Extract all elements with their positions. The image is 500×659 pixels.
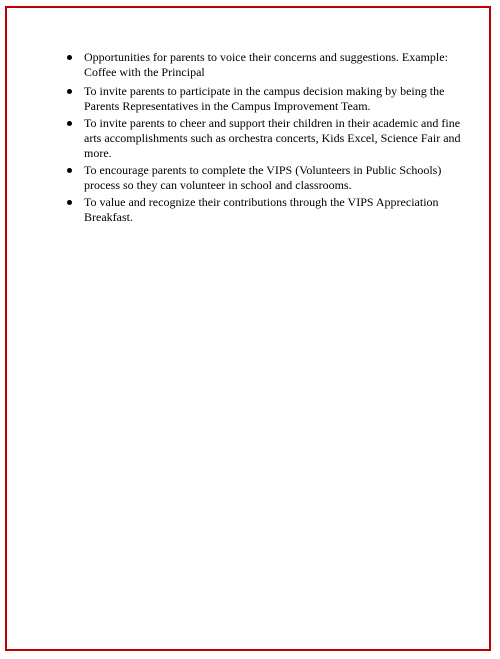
bullet-icon — [67, 55, 72, 60]
list-item-text: To invite parents to participate in the campus decision making by being the Parents Representatives in the Campus Improvement Team. — [84, 84, 445, 113]
list-item — [64, 50, 464, 80]
bullet-icon — [67, 168, 72, 173]
list-item-text: To value and recognize their contributions through the VIPS Appreciation Breakfast. — [84, 195, 439, 224]
bullet-icon — [67, 200, 72, 205]
list-item — [64, 84, 464, 114]
list-item — [64, 195, 464, 225]
page-frame — [5, 6, 491, 651]
list-item-text: To encourage parents to complete the VIPS (Volunteers in Public Schools) process so they can volunteer in school and classrooms. — [84, 163, 442, 192]
bullet-list — [64, 50, 464, 227]
list-item-text: Opportunities for parents to voice their concerns and suggestions. Example: Coffee with the Principal — [84, 50, 448, 79]
bullet-icon — [67, 121, 72, 126]
list-item-text: To invite parents to cheer and support their children in their academic and fine arts accomplishments such as orchestra concerts, Kids Excel, Science Fair and more. — [84, 116, 461, 160]
list-item — [64, 116, 464, 161]
list-item — [64, 163, 464, 193]
bullet-icon — [67, 89, 72, 94]
